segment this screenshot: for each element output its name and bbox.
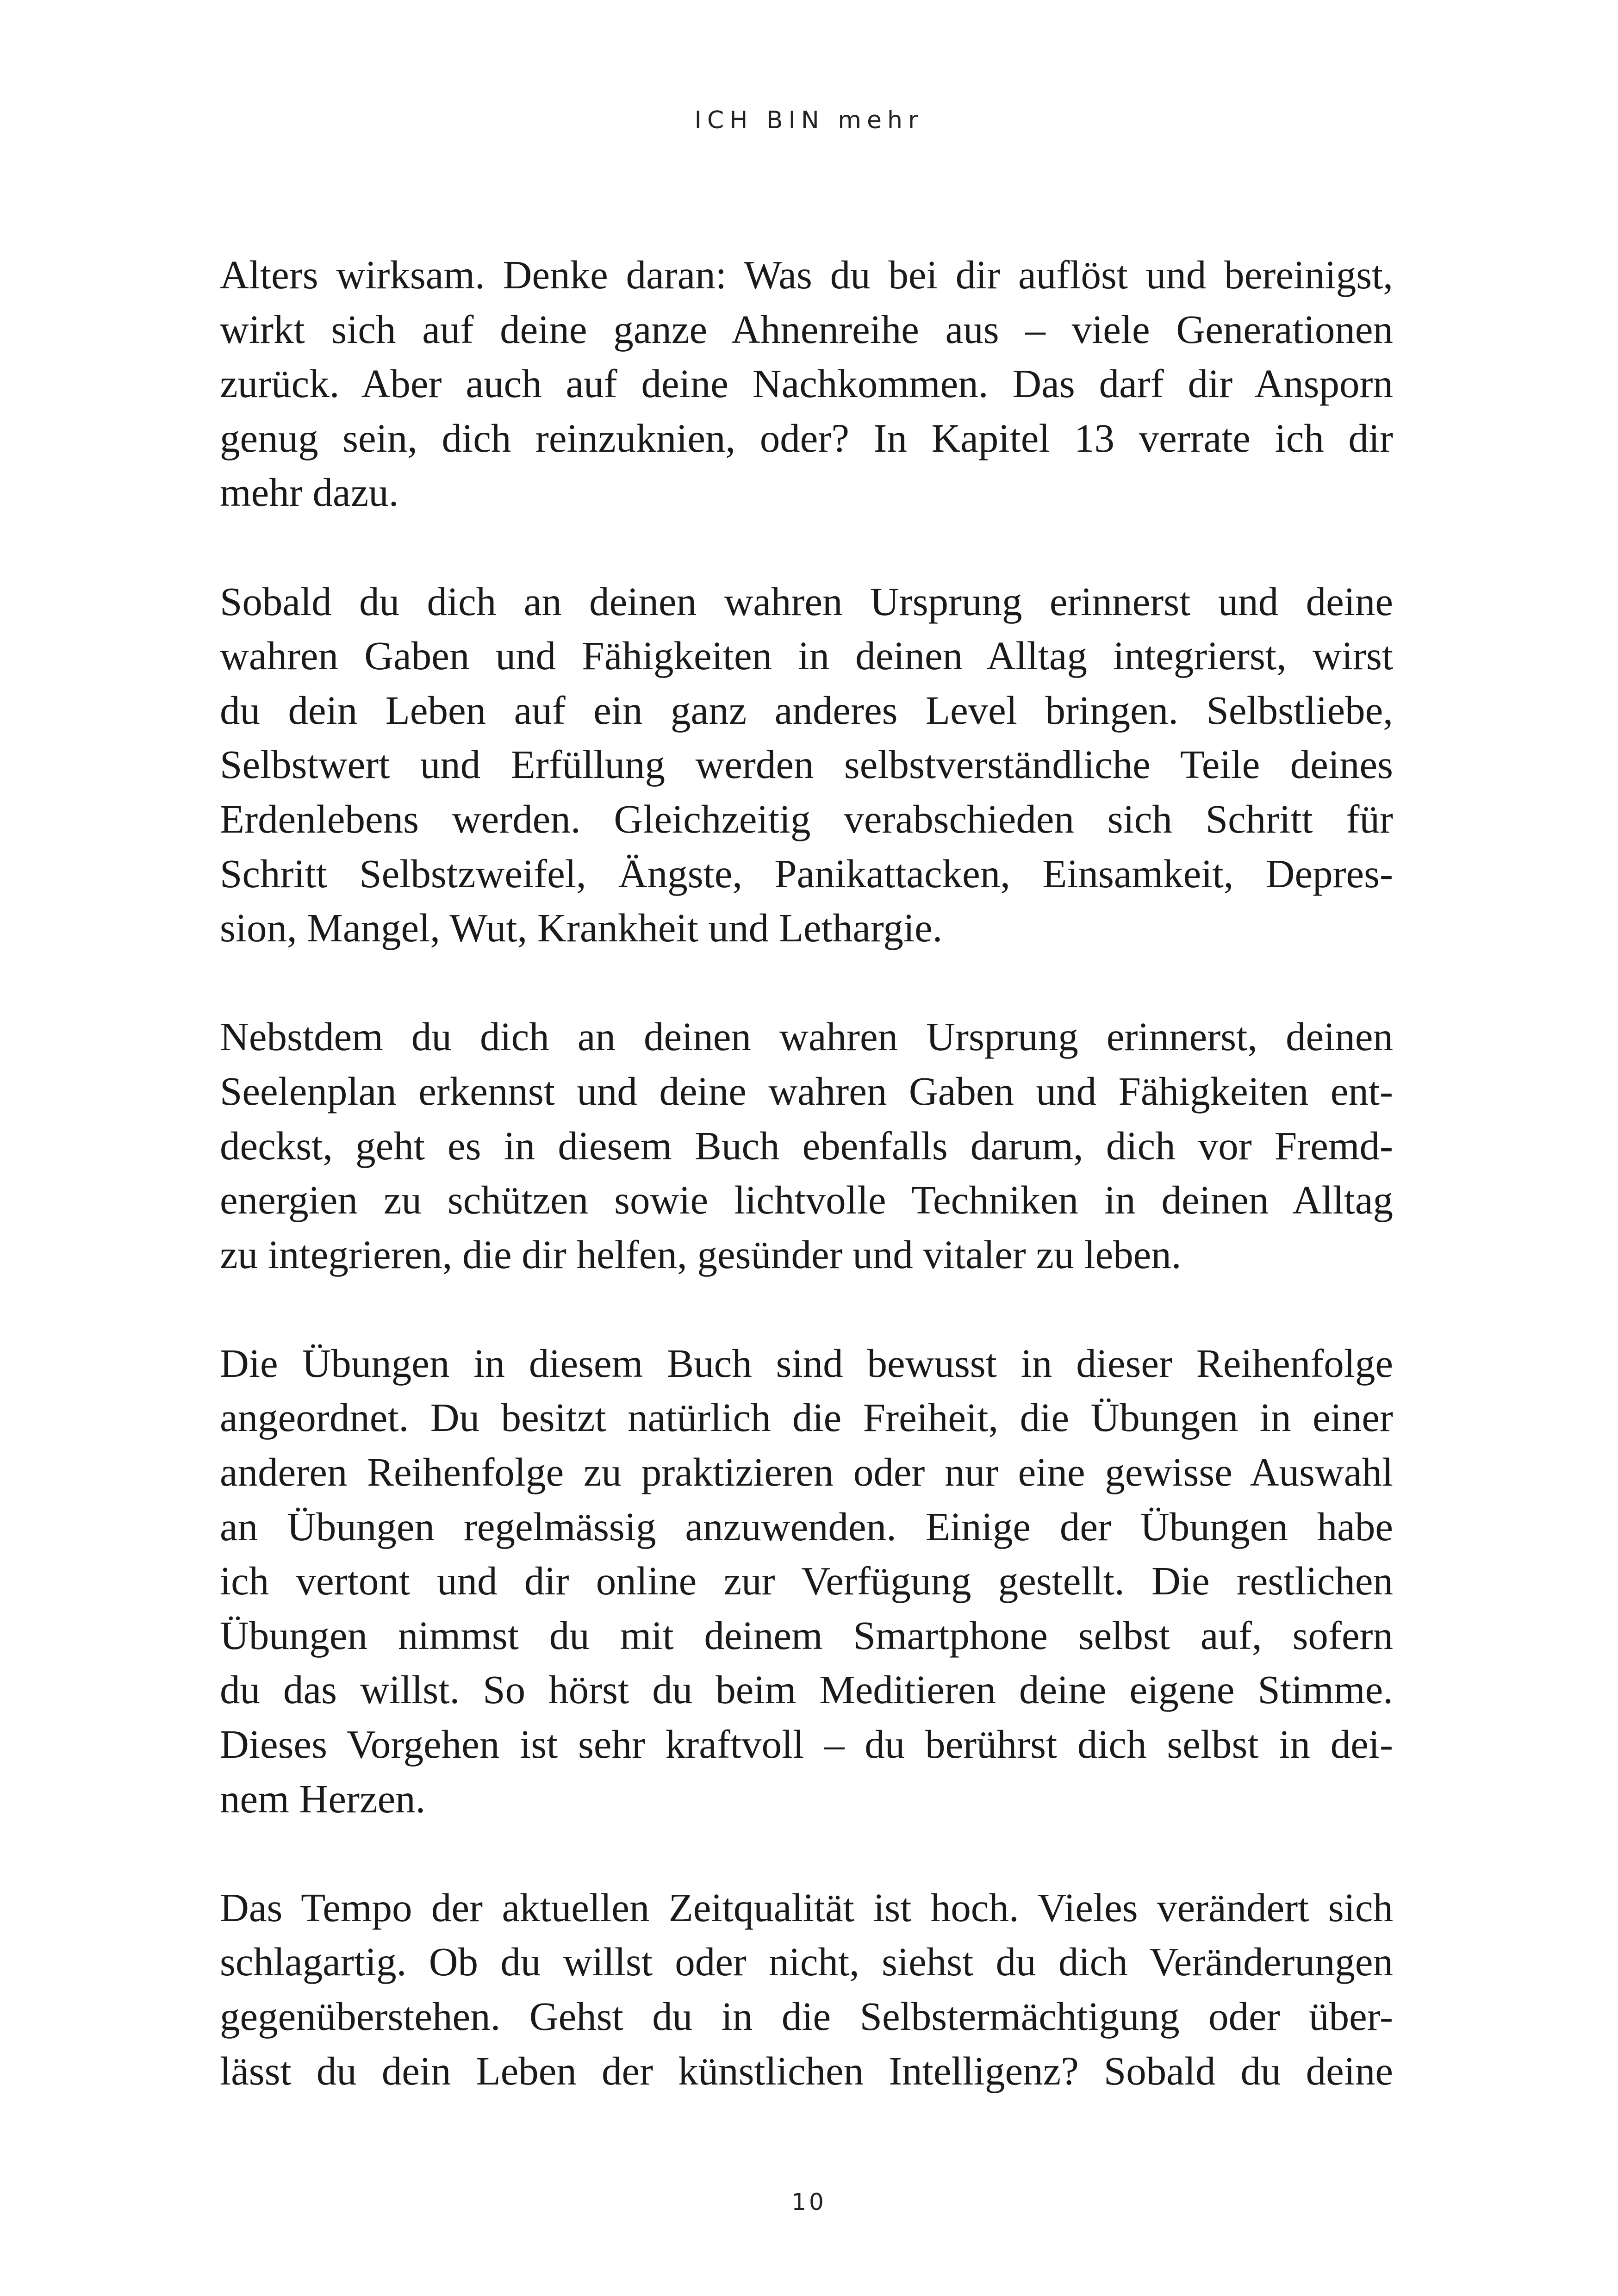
text-line: energien zu schützen sowie lichtvolle Techniken in deinen Alltag — [220, 1177, 1393, 1223]
text-line: sion, Mangel, Wut, Krankheit und Lethargie. — [220, 905, 943, 951]
text-line: Sobald du dich an deinen wahren Ursprung erinnerst und deine — [220, 579, 1393, 624]
text-line: Nebstdem du dich an deinen wahren Ursprung erinnerst, deinen — [220, 1014, 1393, 1059]
paragraph — [220, 248, 1393, 520]
paragraph — [220, 1336, 1393, 1826]
text-line: Übungen nimmst du mit deinem Smartphone selbst auf, sofern — [220, 1612, 1393, 1658]
text-line: Dieses Vorgehen ist sehr kraftvoll – du berührst dich selbst in dei- — [220, 1722, 1393, 1767]
text-line: nem Herzen. — [220, 1776, 426, 1821]
paragraph — [220, 1880, 1393, 2098]
text-line: Seelenplan erkennst und deine wahren Gaben und Fähigkeiten ent- — [220, 1068, 1393, 1114]
text-line: wirkt sich auf deine ganze Ahnenreihe aus – viele Generationen — [220, 306, 1393, 352]
page-number: 10 — [791, 2189, 827, 2215]
text-line: angeordnet. Du besitzt natürlich die Freiheit, die Übungen in einer — [220, 1395, 1393, 1440]
text-line: Schritt Selbstzweifel, Ängste, Panikattacken, Einsamkeit, Depres- — [220, 851, 1393, 896]
text-line: du das willst. So hörst du beim Meditieren deine eigene Stimme. — [220, 1667, 1393, 1712]
running-head: ICH BIN mehr — [694, 106, 924, 134]
text-line: anderen Reihenfolge zu praktizieren oder nur eine gewisse Auswahl — [220, 1450, 1393, 1495]
text-line: wahren Gaben und Fähigkeiten in deinen Alltag integrierst, wirst — [220, 633, 1393, 678]
text-line: schlagartig. Ob du willst oder nicht, siehst du dich Veränderungen — [220, 1939, 1393, 1985]
text-line: Das Tempo der aktuellen Zeitqualität ist hoch. Vieles verändert sich — [220, 1885, 1393, 1930]
body-text — [220, 248, 1393, 2098]
paragraph — [220, 1009, 1393, 1282]
text-line: Erdenlebens werden. Gleichzeitig verabschieden sich Schritt für — [220, 796, 1393, 841]
text-line: zu integrieren, die dir helfen, gesünder und vitaler zu leben. — [220, 1232, 1182, 1277]
text-line: ich vertont und dir online zur Verfügung gestellt. Die restlichen — [220, 1558, 1393, 1604]
text-line: zurück. Aber auch auf deine Nachkommen. Das darf dir Ansporn — [220, 361, 1393, 406]
text-line: genug sein, dich reinzuknien, oder? In Kapitel 13 verrate ich dir — [220, 415, 1393, 460]
text-line: Alters wirksam. Denke daran: Was du bei dir auflöst und bereinigst, — [220, 252, 1393, 297]
text-line: mehr dazu. — [220, 470, 399, 515]
text-line: Selbstwert und Erfüllung werden selbstverständliche Teile deines — [220, 742, 1393, 787]
text-line: an Übungen regelmässig anzuwenden. Einige der Übungen habe — [220, 1504, 1393, 1549]
text-line: du dein Leben auf ein ganz anderes Level bringen. Selbstliebe, — [220, 687, 1393, 733]
text-line: lässt du dein Leben der künstlichen Intelligenz? Sobald du deine — [220, 2048, 1393, 2093]
paragraph — [220, 574, 1393, 955]
text-line: deckst, geht es in diesem Buch ebenfalls darum, dich vor Fremd- — [220, 1123, 1393, 1168]
text-line: Die Übungen in diesem Buch sind bewusst in dieser Reihenfolge — [220, 1340, 1393, 1386]
text-line: gegenüberstehen. Gehst du in die Selbstermächtigung oder über- — [220, 1994, 1393, 2039]
